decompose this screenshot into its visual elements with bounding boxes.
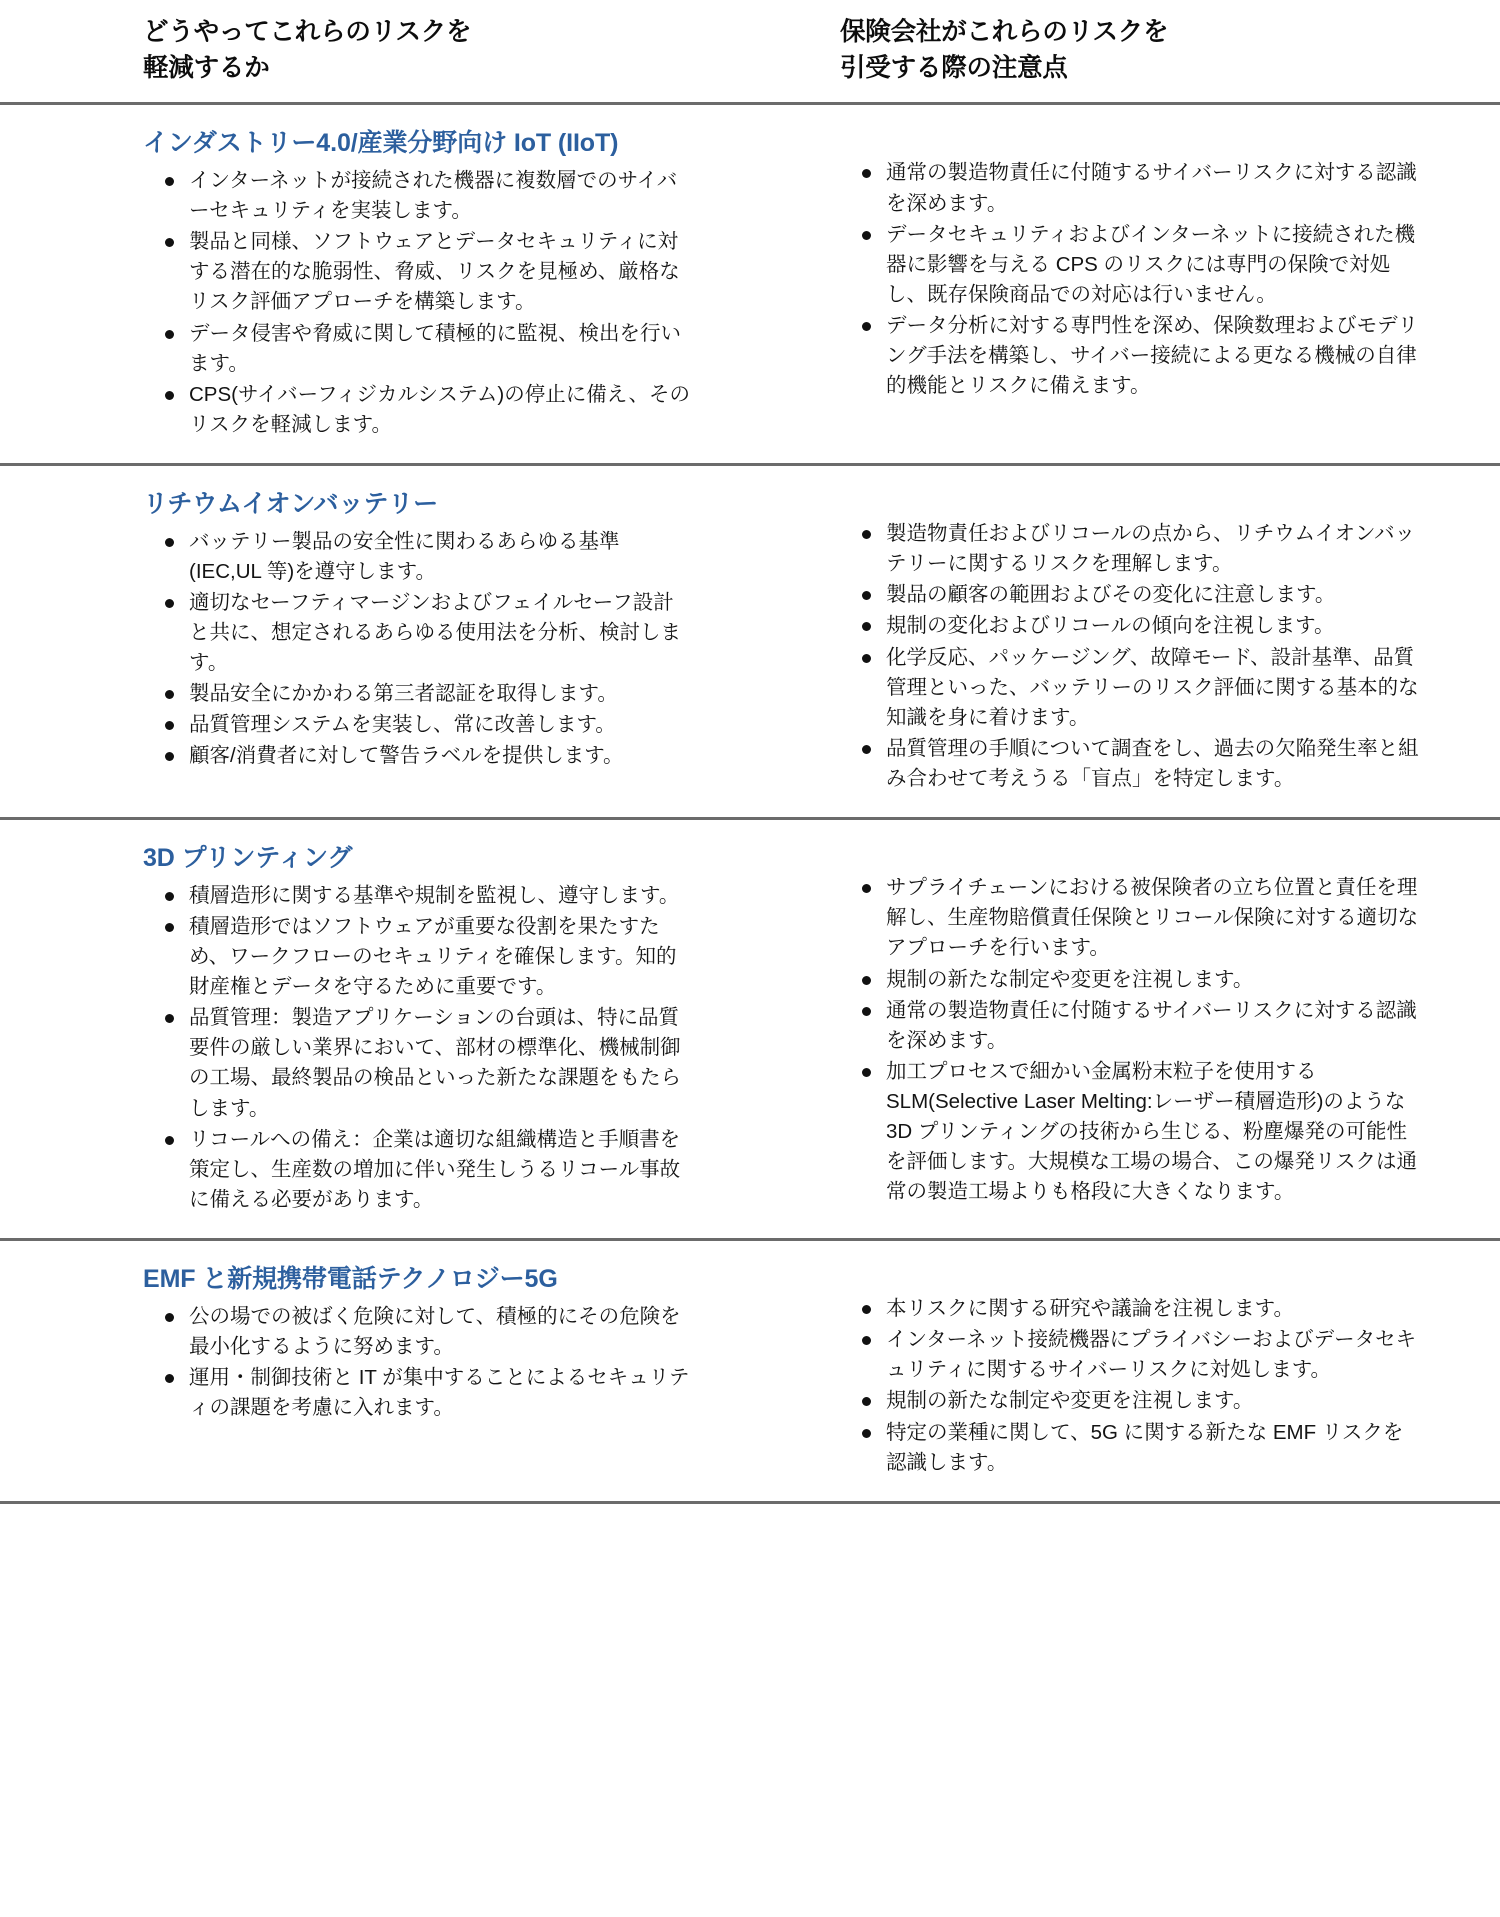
- list-item: データセキュリティおよびインターネットに接続された機器に影響を与える CPS のリスクには専門の保険で対処し、既存保険商品での対応は行いません。: [840, 220, 1420, 310]
- section-emf-mitigation-list: [143, 1302, 690, 1424]
- list-item: 公の場での被ばく危険に対して、積極的にその危険を最小化するように努めます。: [143, 1302, 690, 1362]
- header-cell-mitigation: [0, 14, 700, 86]
- section-emf-5g: [0, 1241, 1500, 1501]
- section-battery-heading: リチウムイオンバッテリー: [143, 490, 439, 519]
- list-item: 特定の業種に関して、5G に関する新たな EMF リスクを認識します。: [840, 1418, 1420, 1478]
- section-3d-heading: 3D プリンティング: [143, 844, 353, 873]
- heading-spacer: [840, 105, 1420, 158]
- list-item: サプライチェーンにおける被保険者の立ち位置と責任を理解し、生産物賠償責任保険とリコール保険に対する適切なアプローチを行います。: [840, 873, 1420, 963]
- section-iiot: [0, 105, 1500, 463]
- section-bottom-pad: [0, 441, 1500, 463]
- section-bottom-pad: [0, 1216, 1500, 1238]
- section-battery-mitigation-list: [143, 527, 690, 772]
- section-iiot-underwriting-list: [840, 158, 1420, 401]
- section-3d-printing: [0, 820, 1500, 1238]
- list-item: データ分析に対する専門性を深め、保険数理およびモデリング手法を構築し、サイバー接続による更なる機械の自律的機能とリスクに備えます。: [840, 311, 1420, 401]
- section-bottom-pad: [0, 1479, 1500, 1501]
- list-item: 製品と同様、ソフトウェアとデータセキュリティに対する潜在的な脆弱性、脅威、リスクを見極め、厳格なリスク評価アプローチを構築します。: [143, 227, 690, 317]
- list-item: 品質管理システムを実装し、常に改善します。: [143, 710, 690, 740]
- list-item: インターネット接続機器にプライバシーおよびデータセキュリティに関するサイバーリスクに対処します。: [840, 1325, 1420, 1385]
- list-item: インターネットが接続された機器に複数層でのサイバーセキュリティを実装します。: [143, 166, 690, 226]
- section-emf-mitigation-column: [0, 1241, 700, 1479]
- section-bottom-pad: [0, 795, 1500, 817]
- section-emf-underwriting-list: [840, 1294, 1420, 1478]
- list-item: 製品の顧客の範囲およびその変化に注意します。: [840, 580, 1420, 610]
- section-3d-underwriting-list: [840, 873, 1420, 1207]
- list-item: 適切なセーフティマージンおよびフェイルセーフ設計と共に、想定されるあらゆる使用法を分析、検討します。: [143, 588, 690, 678]
- list-item: 規制の新たな制定や変更を注視します。: [840, 965, 1420, 995]
- list-item: 積層造形に関する基準や規制を監視し、遵守します。: [143, 881, 690, 911]
- section-iiot-heading: インダストリー4.0/産業分野向け IoT (IIoT): [143, 129, 619, 158]
- section-divider-4: [0, 1501, 1500, 1504]
- header-cell-underwriting: [700, 14, 1500, 86]
- list-item: 加工プロセスで細かい金属粉末粒子を使用する SLM(Selective Laser Melting:レーザー積層造形)のような 3D プリンティングの技術から生じる、粉塵爆発の可能性を評価します。大規模な工場の場合、この爆発リスクは通常の製造工場よりも格段に大きくなります。: [840, 1057, 1420, 1208]
- list-item: 積層造形ではソフトウェアが重要な役割を果たすため、ワークフローのセキュリティを確保します。知的財産権とデータを守るために重要です。: [143, 912, 690, 1002]
- section-emf-heading: EMF と新規携帯電話テクノロジー5G: [143, 1265, 558, 1294]
- section-iiot-mitigation-list: [143, 166, 690, 440]
- list-item: CPS(サイバーフィジカルシステム)の停止に備え、そのリスクを軽減します。: [143, 380, 690, 440]
- list-item: 規制の変化およびリコールの傾向を注視します。: [840, 611, 1420, 641]
- section-battery-mitigation-column: [0, 466, 700, 795]
- list-item: 運用・制御技術と IT が集中することによるセキュリティの課題を考慮に入れます。: [143, 1363, 690, 1423]
- section-iiot-mitigation-column: [0, 105, 700, 441]
- column-header-underwriting: 保険会社がこれらのリスクを 引受する際の注意点: [840, 18, 1169, 83]
- list-item: 規制の新たな制定や変更を注視します。: [840, 1386, 1420, 1416]
- section-emf-underwriting-column: [700, 1241, 1500, 1479]
- column-header-mitigation: どうやってこれらのリスクを 軽減するか: [143, 18, 472, 83]
- section-lithium-ion-battery: [0, 466, 1500, 817]
- section-3d-underwriting-column: [700, 820, 1500, 1216]
- list-item: 品質管理の手順について調査をし、過去の欠陥発生率と組み合わせて考えうる「盲点」を特定します。: [840, 734, 1420, 794]
- list-item: 本リスクに関する研究や議論を注視します。: [840, 1294, 1420, 1324]
- heading-spacer: [840, 820, 1420, 873]
- section-3d-mitigation-column: [0, 820, 700, 1216]
- section-battery-underwriting-list: [840, 519, 1420, 794]
- section-battery-underwriting-column: [700, 466, 1500, 795]
- list-item: 品質管理：製造アプリケーションの台頭は、特に品質要件の厳しい業界において、部材の標準化、機械制御の工場、最終製品の検品といった新たな課題をもたらします。: [143, 1003, 690, 1124]
- table-header-row: [0, 0, 1500, 86]
- list-item: バッテリー製品の安全性に関わるあらゆる基準(IEC,UL 等)を遵守します。: [143, 527, 690, 587]
- heading-spacer: [840, 1241, 1420, 1294]
- list-item: データ侵害や脅威に関して積極的に監視、検出を行います。: [143, 319, 690, 379]
- list-item: 通常の製造物責任に付随するサイバーリスクに対する認識を深めます。: [840, 158, 1420, 218]
- section-iiot-underwriting-column: [700, 105, 1500, 441]
- section-3d-mitigation-list: [143, 881, 690, 1215]
- list-item: リコールへの備え：企業は適切な組織構造と手順書を策定し、生産数の増加に伴い発生しうるリコール事故に備える必要があります。: [143, 1125, 690, 1215]
- list-item: 顧客/消費者に対して警告ラベルを提供します。: [143, 741, 690, 771]
- heading-spacer: [840, 466, 1420, 519]
- list-item: 製造物責任およびリコールの点から、リチウムイオンバッテリーに関するリスクを理解します。: [840, 519, 1420, 579]
- list-item: 化学反応、パッケージング、故障モード、設計基準、品質管理といった、バッテリーのリスク評価に関する基本的な知識を身に着けます。: [840, 643, 1420, 733]
- list-item: 製品安全にかかわる第三者認証を取得します。: [143, 679, 690, 709]
- list-item: 通常の製造物責任に付随するサイバーリスクに対する認識を深めます。: [840, 996, 1420, 1056]
